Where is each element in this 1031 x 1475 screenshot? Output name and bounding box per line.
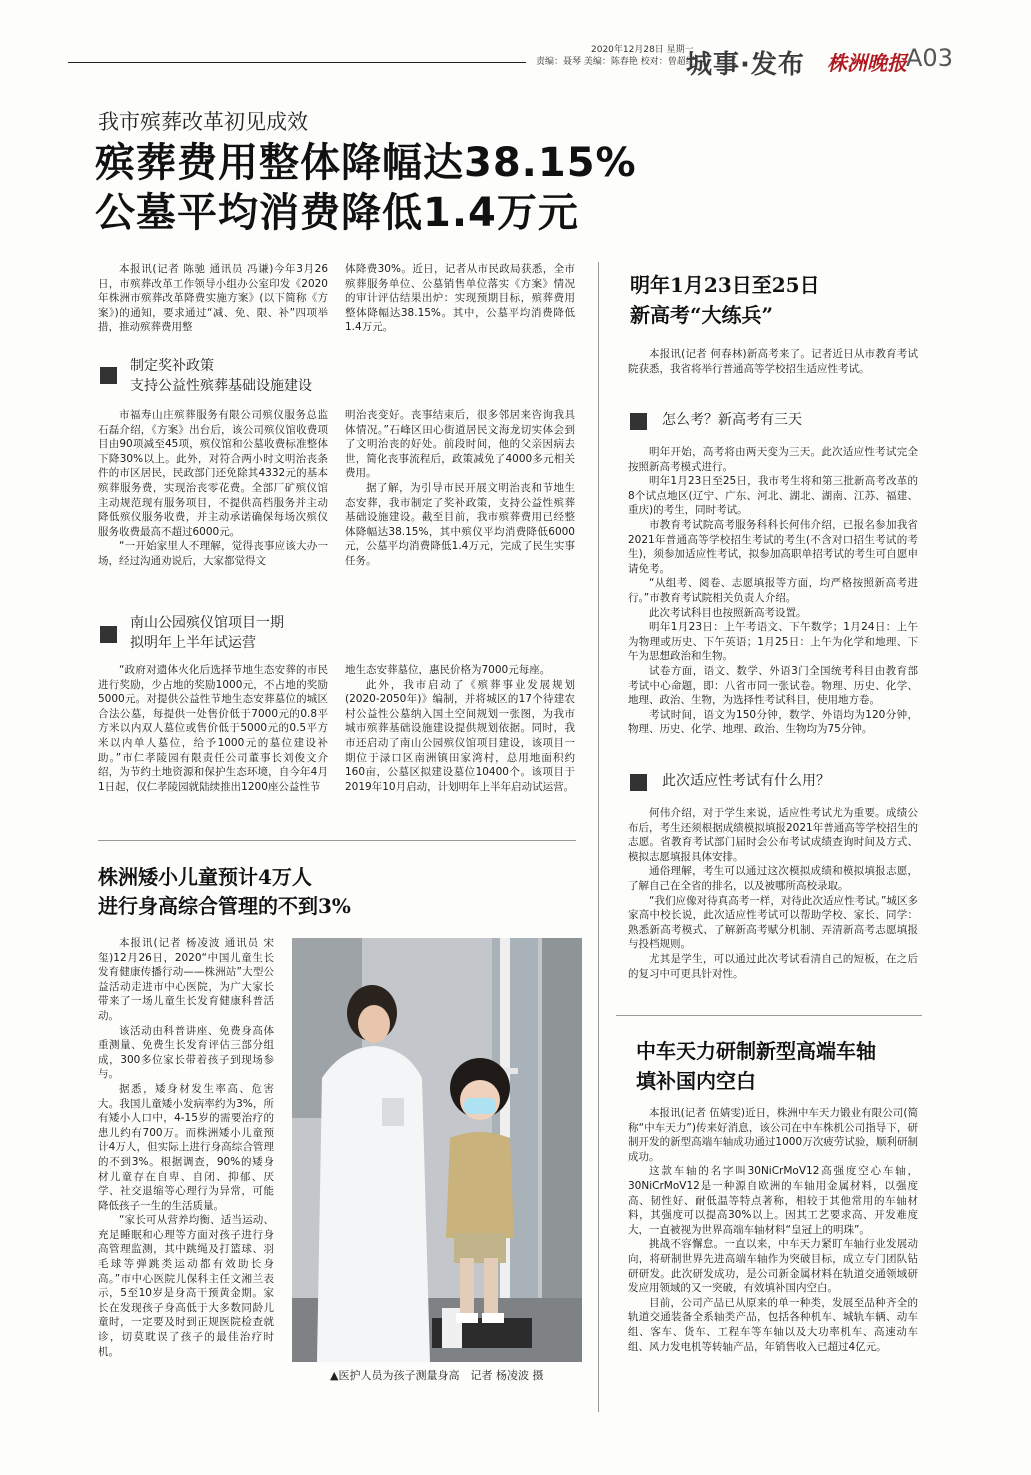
lead-headline-1: 殡葬费用整体降幅达38.15% <box>95 140 637 186</box>
photo-caption: ▲医护人员为孩子测量身高 记者 杨凌波 摄 <box>330 1369 544 1382</box>
paragraph: 明年1月23日：上午考语文、下午数学；1月24日：上午为物理或历史、下午英语；1月25日：上午为化学和地理、下午为思想政治和生物。 <box>628 621 918 663</box>
subhead-marker <box>100 626 117 643</box>
exam-title-1: 明年1月23日至25日 <box>630 273 820 297</box>
rail-body <box>628 1106 918 1354</box>
paragraph: 尤其是学生，可以通过此次考试看清自己的短板，在之后的复习中可更具针对性。 <box>628 952 918 980</box>
section-title: 城事·发布 <box>686 50 805 80</box>
paragraph: 明年1月23日至25日，我市考生将和第三批新高考改革的8个试点地区(辽宁、广东、河北、湖北、湖南、江苏、福建、重庆)的考生，同时考试。 <box>628 475 918 517</box>
paragraph: 本报讯(记者 杨凌波 通讯员 宋玺)12月26日，2020“中国儿童生长发育健康传播行动——株洲站”大型公益活动走进市中心医院，为广大家长带来了一场儿童生长发育健康科普活动。 <box>98 937 274 1022</box>
exam-q2: 此次适应性考试有什么用？ <box>662 773 830 789</box>
kids-body <box>98 936 274 1359</box>
exam-q1: 怎么考？新高考有三天 <box>662 412 802 428</box>
paragraph: 市教育考试院高考服务科科长何伟介绍，已报名参加我省2021年普通高等学校招生考试的考生(不含对口招生考试的考生)，须参加适应性考试，拟参加高职单招考试的考生可自愿申请免考。 <box>628 518 918 575</box>
paragraph: 明治丧变好。丧事结束后，很多邻居来咨询我具体情况。”石峰区田心街道居民文海龙切实体会到了文明治丧的好处。前段时间，他的父亲因病去世，简化丧事流程后，政策减免了4000多元相关费用。 <box>345 409 575 480</box>
paragraph: 试卷方面，语文、数学、外语3门全国统考科目由教育部考试中心命题，即：八省市同一张试卷。物理、历史、化学、地理、政治、生物，为选择性考试科目，使用地方卷。 <box>628 664 918 707</box>
lead-s2-col2 <box>345 663 575 794</box>
paragraph: 地生态安葬墓位，惠民价格为7000元每座。 <box>345 664 551 676</box>
lead-kicker: 我市殡葬改革初见成效 <box>98 110 308 134</box>
lead-s1-col2 <box>345 408 575 569</box>
subhead-marker <box>100 367 117 384</box>
paragraph: 据了解，为引导市民开展文明治丧和节地生态安葬，我市制定了奖补政策，支持公益性殡葬基础设施建设。截至目前，我市殡葬费用已经整体降幅达38.15%，其中殡仪平均消费降低6000元，公墓平均消费降低1.4万元，完成了民生实事任务。 <box>345 481 575 567</box>
paragraph: 何伟介绍，对于学生来说，适应性考试尤为重要。成绩公布后，考生还须根据成绩模拟填报2021年普通高等学校招生的志愿。省教育考试部门届时会公布考试成绩查询时间及方式、模拟志愿填报具体安排。 <box>628 807 918 863</box>
exam-section-2 <box>628 806 918 981</box>
paragraph: “一开始家里人不理解，觉得丧事应该大办一场，经过沟通劝说后，大家都觉得文 <box>98 540 328 567</box>
exam-intro: 本报讯(记者 何春林)新高考来了。记者近日从市教育考试院获悉，我省将举行普通高等学校招生适应性考试。 <box>628 348 918 375</box>
lead-subhead-2b: 拟明年上半年试运营 <box>130 635 256 651</box>
paragraph: 据悉，矮身材发生率高、危害大。我国儿童矮小发病率约为3%，所有矮小人口中，4-15岁的需要治疗的患儿约有700万。而株洲矮小儿童预计4万人，但实际上进行身高综合管理的不到3%。根据调查，90%的矮身材儿童存在自卑、自闭、抑郁、厌学、社交退缩等心理行为异常，可能降低孩子一生的生活质量。 <box>98 1082 274 1212</box>
paragraph: “家长可从营养均衡、适当运动、充足睡眠和心理等方面对孩子进行身高管理监测，其中跳绳及打篮球、羽毛球等弹跳类运动都有效助长身高。”市中心医院儿保科主任文湘兰表示，5至10岁是身高干预黄金期。家长在发现孩子身高低于大多数同龄儿童时，一定要及时到正规医院检查就诊，切莫耽误了孩子的最佳治疗时机。 <box>98 1214 274 1358</box>
rail-title-1: 中车天力研制新型高端车轴 <box>636 1039 876 1063</box>
kids-title-2: 进行身高综合管理的不到3% <box>98 894 351 918</box>
paragraph: 考试时间，语文为150分钟，数学、外语均为120分钟，物理、历史、化学、地理、政治、生物均为75分钟。 <box>628 708 918 736</box>
exam-title-2: 新高考“大练兵” <box>630 303 774 327</box>
paragraph: 通俗理解，考生可以通过这次模拟成绩和模拟填报志愿，了解自己在全省的排名，以及被哪所高校录取。 <box>628 865 918 892</box>
paragraph: “从组考、阅卷、志愿填报等方面，均严格按照新高考进行。”市教育考试院相关负责人介绍。 <box>628 577 918 604</box>
lead-subhead-1b: 支持公益性殡葬基础设施建设 <box>130 378 312 394</box>
photo-illustration <box>292 938 582 1362</box>
rail-title-2: 填补国内空白 <box>636 1069 756 1093</box>
editors-line: 责编：聂琴 美编：陈春艳 校对：曾超红 <box>536 57 695 67</box>
exam-section-1 <box>628 445 918 737</box>
paragraph: 挑战不容懈怠。一直以来，中车天力紧盯车轴行业发展动向，将研制世界先进高端车轴作为突破目标，成立专门团队钻研研发。此次研发成功，是公司新金属材料在轨道交通领域研发应用领域的又一突破，有效填补国内空白。 <box>628 1238 918 1295</box>
lead-intro-col2: 体降费30%。近日，记者从市民政局获悉，全市殡葬服务单位、公墓销售单位落实《方案》情况的审计评估结果出炉：实现预期目标，殡葬费用整体降幅达38.15%。其中，公墓平均消费降低1.4万元。 <box>345 263 575 334</box>
paragraph: 目前，公司产品已从原来的单一种类，发展至品种齐全的轨道交通装备全系轴类产品，包括各种机车、城轨车辆、动车组、客车、货车、工程车等车轴以及大功率机车、高速动车组、风力发电机等转轴产品，年销售收入已超过4亿元。 <box>628 1296 918 1353</box>
header-rule <box>68 62 526 63</box>
paragraph: “我们应像对待真高考一样，对待此次适应性考试。”城区多家高中校长说，此次适应性考试可以帮助学校、家长、同学：熟悉新高考模式、了解新高考赋分机制、弄清新高考志愿填报与投档规则。 <box>628 894 918 951</box>
lead-subhead-2a: 南山公园殡仪馆项目一期 <box>130 615 284 631</box>
lead-headline-2: 公墓平均消费降低1.4万元 <box>95 190 579 236</box>
paragraph: 该活动由科普讲座、免费身高体重测量、免费生长发育评估三部分组成，300多位家长带着孩子到现场参与。 <box>98 1024 274 1081</box>
paragraph: 本报讯(记者 伍婧雯)近日，株洲中车天力锻业有限公司(简称“中车天力”)传来好消息，该公司在中车株机公司指导下，研制开发的新型高端车轴成功通过1000万次疲劳试验，顺利研制成功。 <box>628 1107 918 1163</box>
paragraph: 此外，我市启动了《殡葬事业发展规划(2020-2050年)》编制，并将城区的17个待建农村公益性公墓纳入国土空间规划一张图，为我市城市殡葬基础设施建设提供规划依据。同时，我市还启动了南山公园殡仪馆项目建设，该项目一期位于渌口区南洲镇田家湾村，总用地面积约160亩，公墓区拟建设墓位10400个。该项目于2019年10月启动，计划明年上半年启动试运营。 <box>345 678 575 793</box>
paragraph: 市福寿山庄殡葬服务有限公司殡仪服务总监石磊介绍，《方案》出台后，该公司殡仪馆收费项目由90项减至45项，殡仪馆和公墓收费标准整体下降30%以上。此外，对符合两小时文明治丧条件的市区居民，民政部门还免除其4332元的基本殡葬服务费，实现治丧零花费。全部厂矿殡仪馆主动规范现有服务项目，不提供高档服务并主动降低殡仪服务收费，并主动承诺确保每场次殡仪服务收费最高不超过6000元。 <box>98 409 328 538</box>
lead-s2-col1 <box>98 663 328 794</box>
paragraph: 此次考试科目也按照新高考设置。 <box>649 606 807 619</box>
lead-intro-col1: 本报讯(记者 陈驰 通讯员 冯谦)今年3月26日，市殡葬改革工作领导小组办公室印发《2020年株洲市殡葬改革降费实施方案》(以下简称《方案》)的通知，要求通过“减、免、限、补”四项举措，推动殡葬费用整 <box>98 263 328 334</box>
paragraph: 明年开始，高考将由两天变为三天。此次适应性考试完全按照新高考模式进行。 <box>628 446 918 473</box>
section-rule <box>616 1015 922 1016</box>
paragraph: 这款车轴的名字叫30NiCrMoV12高强度空心车轴，30NiCrMoV12是一种源自欧洲的车轴用金属材料，以强度高、韧性好、耐低温等特点著称，相较于其他常用的车轴材料，其强度可以提高30%以上。因其工艺要求高、开发难度大，一直被视为世界高端车轴材料“皇冠上的明珠”。 <box>628 1165 918 1236</box>
lead-s1-col1 <box>98 408 328 569</box>
paragraph: “政府对遗体火化后选择节地生态安葬的市民进行奖励，少占地的奖励1000元，不占地的奖励5000元。对提供公益性节地生态安葬墓位的城区合法公墓，每提供一处售价低于7000元的0.8平方米以内双人墓位或售价低于5000元的0.5平方米以内单人墓位，给予1000元的墓位建设补助。”市仁孝陵园有限责任公司董事长刘俊文介绍，为节约土地资源和保护生态环境，自今年4月1日起，仅仁孝陵园就陆续推出1200座公益性节 <box>98 664 328 793</box>
page-number: A03 <box>906 44 953 72</box>
subhead-marker <box>630 413 647 430</box>
section-rule <box>98 840 576 841</box>
subhead-marker <box>630 774 647 791</box>
kids-title-1: 株洲矮小儿童预计4万人 <box>98 865 312 889</box>
newspaper-logo: 株洲晚报 <box>827 51 907 75</box>
date-line: 2020年12月28日 星期一 <box>591 45 694 55</box>
lead-subhead-1a: 制定奖补政策 <box>130 358 214 374</box>
column-divider <box>598 262 599 1412</box>
news-photo <box>292 938 582 1362</box>
